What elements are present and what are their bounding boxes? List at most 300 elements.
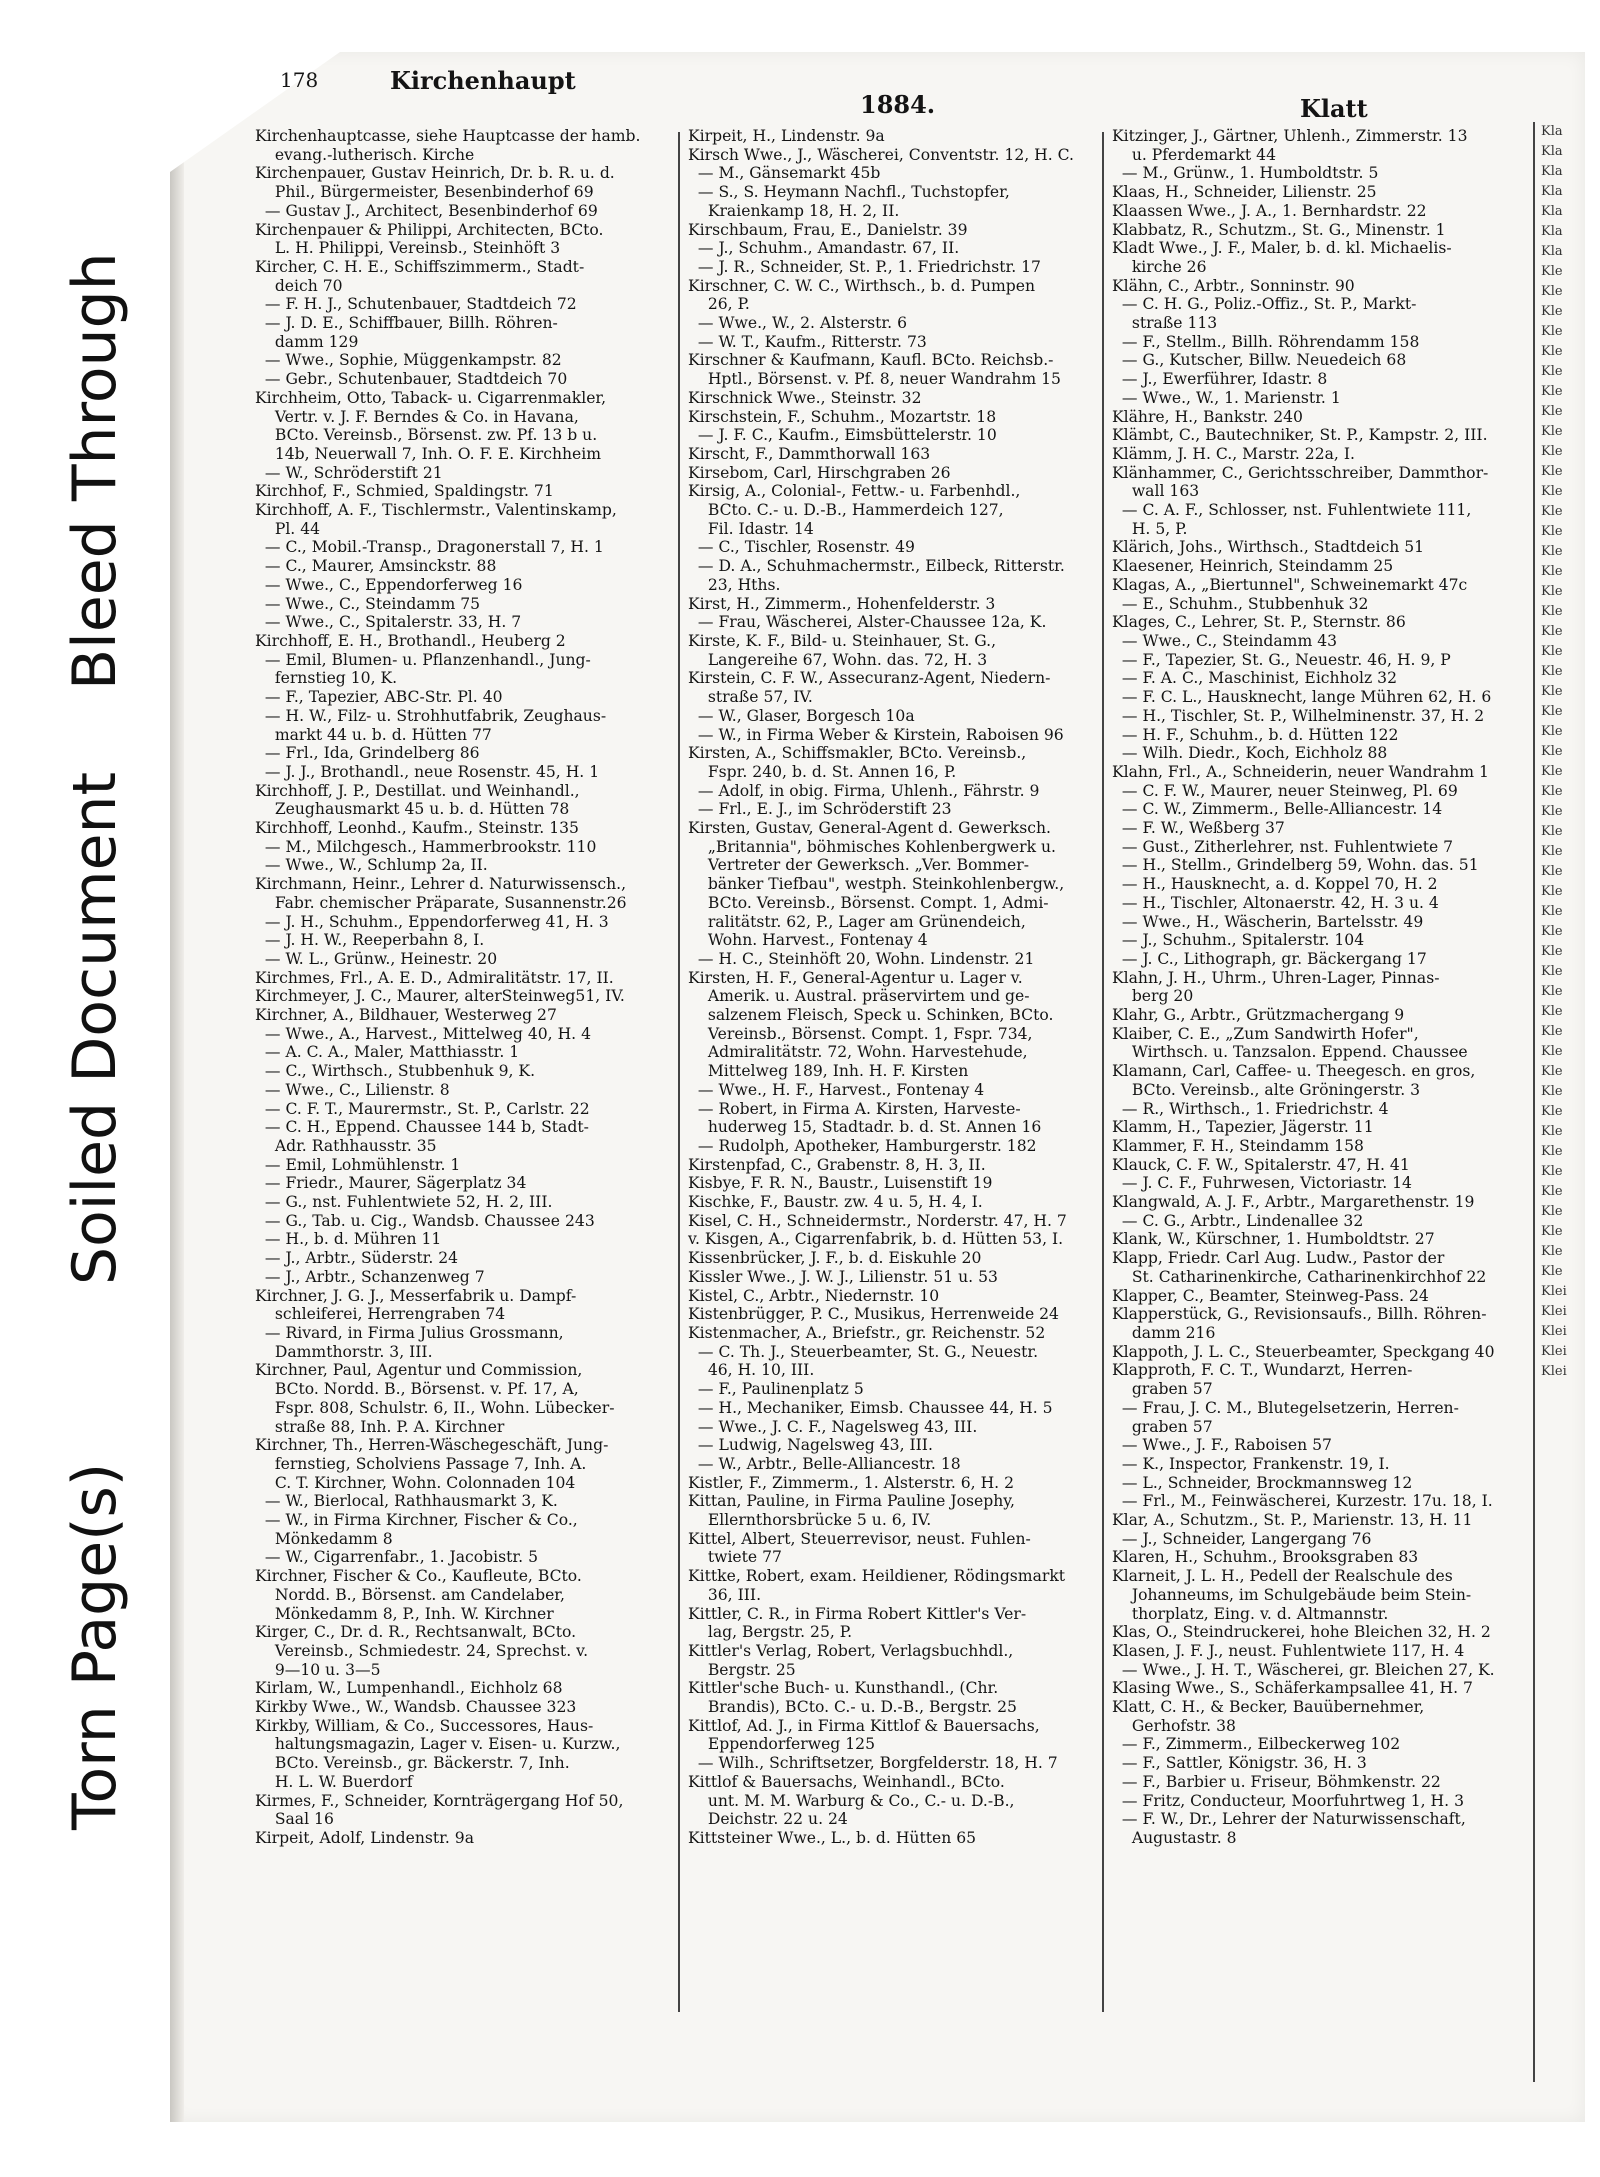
directory-entry-line: — M., Grünw., 1. Humboldtstr. 5 [1112, 164, 1379, 183]
directory-entry-line: Kirsten, A., Schiffsmakler, BCto. Vereinsb., [688, 744, 1027, 763]
directory-entry-line: Klar, A., Schutzm., St. P., Marienstr. 13, H. 11 [1112, 1511, 1473, 1530]
directory-entry-line: — J. C., Lithograph, gr. Bäckergang 17 [1112, 949, 1427, 968]
edge-fragment: Kle [1541, 464, 1563, 479]
directory-entry-line: — C. F. W., Maurer, neuer Steinweg, Pl. 69 [1112, 781, 1458, 800]
directory-entry-line: Klamann, Carl, Caffee- u. Theegesch. en gros, [1112, 1062, 1476, 1081]
directory-entry-line: Kirchhoff, A. F., Tischlermstr., Valentinskamp, [255, 501, 617, 520]
directory-entry-line: — Gust., Zitherlehrer, nst. Fuhlentwiete 7 [1112, 837, 1454, 856]
directory-entry-line: Klapp, Friedr. Carl Aug. Ludw., Pastor der [1112, 1249, 1445, 1268]
directory-entry-line: Vertr. v. J. F. Berndes & Co. in Havana, [255, 407, 579, 426]
directory-entry-line: Brandis), BCto. C.- u. D.-B., Bergstr. 25 [688, 1698, 1017, 1717]
edge-fragment: Klei [1541, 1284, 1567, 1299]
directory-entry-line: — W., Glaser, Borgesch 10a [688, 706, 915, 725]
directory-entry-line: 36, III. [688, 1585, 762, 1604]
directory-entry-line: Klaassen Wwe., J. A., 1. Bernhardstr. 22 [1112, 201, 1427, 220]
edge-fragment: Kle [1541, 664, 1563, 679]
directory-entry-line: Kisbye, F. R. N., Baustr., Luisenstift 19 [688, 1174, 993, 1193]
directory-entry-line: Kistler, F., Zimmerm., 1. Alsterstr. 6, H. 2 [688, 1473, 1014, 1492]
directory-entry-line: ralitätstr. 62, P., Lager am Grünendeich, [688, 912, 1026, 931]
next-page-edge [1533, 122, 1585, 2082]
directory-entry-line: — F. W., Weßberg 37 [1112, 819, 1285, 838]
edge-fragment: Kle [1541, 884, 1563, 899]
edge-fragment: Kle [1541, 324, 1563, 339]
edge-fragment: Kle [1541, 284, 1563, 299]
directory-entry-line: — Rudolph, Apotheker, Hamburgerstr. 182 [688, 1136, 1037, 1155]
directory-entry-line: — H., Tischler, Altonaerstr. 42, H. 3 u. 4 [1112, 893, 1439, 912]
edge-fragment: Kle [1541, 1224, 1563, 1239]
directory-entry-line: BCto. Vereinsb., alte Gröningerstr. 3 [1112, 1080, 1421, 1099]
directory-entry-line: lag, Bergstr. 25, P. [688, 1623, 853, 1642]
directory-entry-line: — F., Zimmerm., Eilbeckerweg 102 [1112, 1735, 1401, 1754]
directory-entry-line: — S., S. Heymann Nachfl., Tuchstopfer, [688, 183, 1010, 202]
directory-entry-line: Dammthorstr. 3, III. [255, 1342, 433, 1361]
directory-entry-line: Kirchner, Fischer & Co., Kaufleute, BCto. [255, 1567, 582, 1586]
directory-entry-line: — Wilh., Schriftsetzer, Borgfelderstr. 18, H. 7 [688, 1754, 1058, 1773]
directory-entry-line: 26, P. [688, 295, 750, 314]
directory-entry-line: Kraienkamp 18, H. 2, II. [688, 201, 900, 220]
directory-entry-line: fernstieg, Scholviens Passage 7, Inh. A. [255, 1454, 587, 1473]
directory-entry-line: — Wwe., H., Wäscherin, Bartelsstr. 49 [1112, 912, 1424, 931]
edge-fragment: Kle [1541, 844, 1563, 859]
edge-fragment: Kle [1541, 444, 1563, 459]
edge-fragment: Kle [1541, 364, 1563, 379]
directory-entry-line: Kistenmacher, A., Briefstr., gr. Reichenstr. 52 [688, 1324, 1046, 1342]
edge-fragment: Kle [1541, 304, 1563, 319]
edge-fragment: Kle [1541, 984, 1563, 999]
directory-entry-line: — F. A. C., Maschinist, Eichholz 32 [1112, 669, 1398, 688]
edge-fragment: Kla [1541, 124, 1563, 139]
directory-entry-line: — Wwe., J. H. T., Wäscherei, gr. Bleichen 27, K. [1112, 1660, 1495, 1679]
directory-entry-line: Mittelweg 189, Inh. H. F. Kirsten [688, 1062, 969, 1081]
directory-entry-line: Kistenbrügger, P. C., Musikus, Herrenweide 24 [688, 1305, 1059, 1324]
edge-fragment: Kle [1541, 1064, 1563, 1079]
directory-entry-line: — C. H., Eppend. Chaussee 144 b, Stadt- [255, 1118, 589, 1137]
edge-fragment: Kle [1541, 584, 1563, 599]
directory-entry-line: Kirchenhauptcasse, siehe Hauptcasse der hamb. [255, 127, 641, 145]
directory-entry-line: — C., Wirthsch., Stubbenhuk 9, K. [255, 1062, 536, 1081]
directory-entry-line: L. H. Philippi, Vereinsb., Steinhöft 3 [255, 239, 561, 258]
directory-entry-line: — W., in Firma Weber & Kirstein, Raboisen 96 [688, 725, 1064, 744]
directory-entry-line: kirche 26 [1112, 257, 1207, 276]
directory-entry-line: Kirlam, W., Lumpenhandl., Eichholz 68 [255, 1679, 563, 1698]
directory-entry-line: Kirchner, J. G. J., Messerfabrik u. Dampf- [255, 1286, 577, 1305]
edge-fragment: Klei [1541, 1344, 1567, 1359]
edge-fragment: Kla [1541, 164, 1563, 179]
directory-entry-line: unt. M. M. Warburg & Co., C.- u. D.-B., [688, 1791, 1015, 1810]
edge-fragment: Kle [1541, 624, 1563, 639]
directory-entry-line: C. T. Kirchner, Wohn. Colonnaden 104 [255, 1473, 576, 1492]
directory-entry-line: Kirsig, A., Colonial-, Fettw.- u. Farbenhdl., [688, 482, 1021, 501]
directory-entry-line: — Wwe., C., Steindamm 75 [255, 594, 481, 613]
directory-entry-line: Kittler'sche Buch- u. Kunsthandl., (Chr. [688, 1679, 999, 1698]
edge-fragment: Kle [1541, 524, 1563, 539]
directory-entry-line: Johanneums, im Schulgebäude beim Stein- [1112, 1585, 1472, 1604]
directory-entry-line: Kissenbrücker, J. F., b. d. Eiskuhle 20 [688, 1249, 982, 1268]
directory-entry-line: Kirkby Wwe., W., Wandsb. Chaussee 323 [255, 1698, 577, 1717]
year-heading: 1884. [860, 90, 936, 119]
column-rule-2 [1102, 132, 1104, 2012]
edge-fragment: Kle [1541, 724, 1563, 739]
directory-entry-line: 9—10 u. 3—5 [255, 1660, 381, 1679]
directory-entry-line: — C., Tischler, Rosenstr. 49 [688, 538, 915, 557]
directory-entry-line: Kirschner & Kaufmann, Kaufl. BCto. Reichsb.- [688, 351, 1054, 370]
edge-fragment: Kla [1541, 184, 1563, 199]
directory-entry-line: schleiferei, Herrengraben 74 [255, 1305, 506, 1324]
directory-entry-line: Langereihe 67, Wohn. das. 72, H. 3 [688, 650, 988, 669]
directory-entry-line: haltungsmagazin, Lager v. Eisen- u. Kurzw., [255, 1735, 621, 1754]
directory-entry-line: — W., Schröderstift 21 [255, 463, 443, 482]
directory-entry-line: Kirchenpauer & Philippi, Architecten, BCto. [255, 220, 604, 239]
edge-fragment: Kle [1541, 924, 1563, 939]
directory-entry-line: Kirkby, William, & Co., Successores, Haus- [255, 1716, 594, 1735]
directory-entry-line: Klapproth, F. C. T., Wundarzt, Herren- [1112, 1361, 1413, 1380]
edge-fragment: Kle [1541, 744, 1563, 759]
directory-entry-line: 23, Hths. [688, 575, 781, 594]
directory-entry-line: Gerhofstr. 38 [1112, 1716, 1236, 1735]
directory-entry-line: — G., nst. Fuhlentwiete 52, H. 2, III. [255, 1193, 553, 1212]
directory-entry-line: — F., Barbier u. Friseur, Böhmkenstr. 22 [1112, 1772, 1441, 1791]
directory-entry-line: H. L. W. Buerdorf [255, 1772, 413, 1791]
directory-entry-line: — H., Stellm., Grindelberg 59, Wohn. das. 51 [1112, 856, 1479, 875]
directory-entry-line: Mönkedamm 8, P., Inh. W. Kirchner [255, 1604, 554, 1623]
directory-entry-line: — Wwe., C., Eppendorferweg 16 [255, 575, 523, 594]
directory-entry-line: markt 44 u. b. d. Hütten 77 [255, 725, 492, 744]
directory-entry-line: Fil. Idastr. 14 [688, 519, 814, 538]
directory-entry-line: Klages, C., Lehrer, St. P., Sternstr. 86 [1112, 613, 1406, 632]
directory-entry-line: — J. D. E., Schiffbauer, Billh. Röhren- [255, 314, 558, 333]
edge-fragment: Kle [1541, 264, 1563, 279]
edge-fragment: Kle [1541, 1264, 1563, 1279]
directory-entry-line: Kisel, C. H., Schneidermstr., Norderstr. 47, H. 7 [688, 1211, 1067, 1230]
directory-entry-line: deich 70 [255, 276, 343, 295]
edge-fragment: Kle [1541, 764, 1563, 779]
directory-entry-line: Mönkedamm 8 [255, 1529, 393, 1548]
directory-entry-line: Kirchenpauer, Gustav Heinrich, Dr. b. R. u. d. [255, 164, 615, 183]
directory-entry-line: Kladt Wwe., J. F., Maler, b. d. kl. Michaelis- [1112, 239, 1452, 258]
directory-entry-line: — Wwe., C., Spitalerstr. 33, H. 7 [255, 613, 522, 632]
directory-entry-line: graben 57 [1112, 1417, 1213, 1436]
directory-entry-line: Kitzinger, J., Gärtner, Uhlenh., Zimmerstr. 13 [1112, 127, 1468, 145]
edge-fragment: Kle [1541, 544, 1563, 559]
directory-entry-line: — Wwe., A., Harvest., Mittelweg 40, H. 4 [255, 1024, 592, 1043]
directory-entry-line: Pl. 44 [255, 519, 321, 538]
edge-fragment: Kla [1541, 204, 1563, 219]
directory-entry-line: — W. L., Grünw., Heinestr. 20 [255, 949, 498, 968]
directory-entry-line: — C. Th. J., Steuerbeamter, St. G., Neuestr. [688, 1342, 1039, 1361]
directory-column-2 [688, 127, 1098, 1848]
directory-entry-line: Kirschner, C. W. C., Wirthsch., b. d. Pumpen [688, 276, 1036, 295]
edge-fragment: Kla [1541, 144, 1563, 159]
directory-entry-line: Kirst, H., Zimmerm., Hohenfelderstr. 3 [688, 594, 996, 613]
directory-entry-line: Kirchmeyer, J. C., Maurer, alterSteinweg51, IV. [255, 987, 625, 1006]
directory-entry-line: Kittlof & Bauersachs, Weinhandl., BCto. [688, 1772, 1005, 1791]
edge-fragment: Kle [1541, 1184, 1563, 1199]
directory-entry-line: — C. F. T., Maurermstr., St. P., Carlstr. 22 [255, 1099, 590, 1118]
directory-entry-line: — J., Arbtr., Süderstr. 24 [255, 1249, 459, 1268]
edge-fragment: Kle [1541, 564, 1563, 579]
edge-fragment: Kle [1541, 944, 1563, 959]
directory-entry-line: Kirsebom, Carl, Hirschgraben 26 [688, 463, 951, 482]
torn-pages-label: Torn Page(s) [60, 1462, 130, 1830]
bleed-through-label: Bleed Through [60, 252, 130, 690]
edge-fragment: Kle [1541, 1244, 1563, 1259]
directory-entry-line: Klamm, H., Tapezier, Jägerstr. 11 [1112, 1118, 1374, 1137]
directory-entry-line: — C. G., Arbtr., Lindenallee 32 [1112, 1211, 1364, 1230]
edge-fragment: Kle [1541, 504, 1563, 519]
right-running-head: Klatt [1300, 94, 1368, 123]
directory-entry-line: — M., Gänsemarkt 45b [688, 164, 881, 183]
directory-entry-line: — Frl., Ida, Grindelberg 86 [255, 744, 480, 763]
edge-fragment: Kle [1541, 1164, 1563, 1179]
directory-entry-line: Klappoth, J. L. C., Steuerbeamter, Speckgang 40 [1112, 1342, 1495, 1361]
directory-entry-line: Klämm, J. H. C., Marstr. 22a, I. [1112, 444, 1355, 463]
edge-fragment: Kle [1541, 804, 1563, 819]
directory-entry-line: — J., Schuhm., Amandastr. 67, II. [688, 239, 960, 258]
directory-entry-line: — M., Milchgesch., Hammerbrookstr. 110 [255, 837, 597, 856]
directory-entry-line: Kittke, Robert, exam. Heildiener, Rödingsmarkt [688, 1567, 1066, 1586]
directory-entry-line: — Wwe., J. C. F., Nagelsweg 43, III. [688, 1417, 978, 1436]
edge-fragment: Kle [1541, 904, 1563, 919]
edge-fragment: Kle [1541, 1204, 1563, 1219]
directory-entry-line: — Gebr., Schutenbauer, Stadtdeich 70 [255, 370, 568, 389]
directory-entry-line: — J. J., Brothandl., neue Rosenstr. 45, H. 1 [255, 762, 600, 781]
directory-entry-line: Klaren, H., Schuhm., Brooksgraben 83 [1112, 1548, 1419, 1567]
directory-entry-line: — J., Arbtr., Schanzenweg 7 [255, 1267, 485, 1286]
directory-column-3 [1112, 127, 1532, 1848]
directory-entry-line: Klarneit, J. L. H., Pedell der Realschule des [1112, 1567, 1453, 1586]
page-binding-shadow [170, 52, 184, 2122]
directory-entry-line: Kirmes, F., Schneider, Kornträgergang Hof 50, [255, 1791, 624, 1810]
directory-entry-line: — W., Arbtr., Belle-Alliancestr. 18 [688, 1454, 961, 1473]
directory-entry-line: — Wwe., J. F., Raboisen 57 [1112, 1436, 1332, 1455]
directory-entry-line: — J. F. C., Kaufm., Eimsbüttelerstr. 10 [688, 426, 997, 445]
directory-entry-line: Klaesener, Heinrich, Steindamm 25 [1112, 557, 1394, 576]
directory-entry-line: — Emil, Lohmühlenstr. 1 [255, 1155, 461, 1174]
directory-entry-line: — J., Schuhm., Spitalerstr. 104 [1112, 931, 1365, 950]
soiled-document-label: Soiled Document [60, 771, 130, 1285]
directory-entry-line: salzenem Fleisch, Speck u. Schinken, BCto. [688, 1006, 1054, 1025]
directory-entry-line: — J., Schneider, Langergang 76 [1112, 1529, 1372, 1548]
directory-entry-line: Klasing Wwe., S., Schäferkampsallee 41, H. 7 [1112, 1679, 1473, 1698]
directory-entry-line: Kirschnick Wwe., Steinstr. 32 [688, 388, 922, 407]
directory-entry-line: — C. H. G., Poliz.-Offiz., St. P., Markt- [1112, 295, 1417, 314]
directory-entry-line: — C., Mobil.-Transp., Dragonerstall 7, H. 1 [255, 538, 604, 557]
directory-entry-line: straße 113 [1112, 314, 1218, 333]
directory-entry-line: — Wilh. Diedr., Koch, Eichholz 88 [1112, 744, 1388, 763]
directory-entry-line: v. Kisgen, A., Cigarrenfabrik, b. d. Hütten 53, I. [688, 1230, 1064, 1249]
directory-entry-line: Kirsch Wwe., J., Wäscherei, Conventstr. 12, H. C. [688, 145, 1075, 164]
directory-entry-line: — Frau, J. C. M., Blutegelsetzerin, Herren- [1112, 1398, 1459, 1417]
directory-entry-line: Kittel, Albert, Steuerrevisor, neust. Fuhlen- [688, 1529, 1031, 1548]
directory-entry-line: — A. C. A., Maler, Matthiasstr. 1 [255, 1043, 520, 1062]
directory-entry-line: — J. C. F., Fuhrwesen, Victoriastr. 14 [1112, 1174, 1412, 1193]
directory-entry-line: — F. C. L., Hausknecht, lange Mühren 62, H. 6 [1112, 688, 1492, 707]
edge-fragment: Kle [1541, 384, 1563, 399]
edge-fragment: Kle [1541, 1144, 1563, 1159]
directory-entry-line: thorplatz, Eing. v. d. Altmannstr. [1112, 1604, 1389, 1623]
directory-entry-line: — H., Mechaniker, Eimsb. Chaussee 44, H. 5 [688, 1398, 1053, 1417]
directory-entry-line: Zeughausmarkt 45 u. b. d. Hütten 78 [255, 800, 570, 819]
directory-entry-line: — F., Sattler, Königstr. 36, H. 3 [1112, 1754, 1367, 1773]
directory-entry-line: — Frau, Wäscherei, Alster-Chaussee 12a, K. [688, 613, 1047, 632]
directory-entry-line: — C., Maurer, Amsinckstr. 88 [255, 557, 497, 576]
directory-entry-line: Fspr. 240, b. d. St. Annen 16, P. [688, 762, 957, 781]
directory-entry-line: Klahr, G., Arbtr., Grützmachergang 9 [1112, 1006, 1405, 1025]
directory-entry-line: Bergstr. 25 [688, 1660, 796, 1679]
directory-entry-line: — F., Tapezier, St. G., Neuestr. 46, H. 9, P [1112, 650, 1451, 669]
page-number: 178 [280, 68, 319, 92]
directory-entry-line: Kirchheim, Otto, Taback- u. Cigarrenmakler, [255, 388, 607, 407]
directory-entry-line: Kischke, F., Baustr. zw. 4 u. 5, H. 4, I. [688, 1193, 983, 1212]
edge-fragment: Kla [1541, 244, 1563, 259]
directory-entry-line: BCto. Nordd. B., Börsenst. v. Pf. 17, A, [255, 1380, 579, 1399]
directory-entry-line: — K., Inspector, Frankenstr. 19, I. [1112, 1454, 1390, 1473]
directory-entry-line: — Frl., E. J., im Schröderstift 23 [688, 800, 952, 819]
directory-entry-line: Kissler Wwe., J. W. J., Lilienstr. 51 u. 53 [688, 1267, 998, 1286]
directory-entry-line: — H. C., Steinhöft 20, Wohn. Lindenstr. 21 [688, 949, 1035, 968]
edge-fragment: Kle [1541, 404, 1563, 419]
directory-entry-line: Klauck, C. F. W., Spitalerstr. 47, H. 41 [1112, 1155, 1410, 1174]
directory-entry-line: — J. R., Schneider, St. P., 1. Friedrichstr. 17 [688, 257, 1041, 276]
page-header [170, 60, 1585, 123]
directory-entry-line: Wohn. Harvest., Fontenay 4 [688, 931, 928, 950]
directory-entry-line: Klammer, F. H., Steindamm 158 [1112, 1136, 1364, 1155]
directory-entry-line: berg 20 [1112, 987, 1194, 1006]
directory-entry-line: Klähn, C., Arbtr., Sonninstr. 90 [1112, 276, 1355, 295]
directory-entry-line: Kittsteiner Wwe., L., b. d. Hütten 65 [688, 1828, 977, 1847]
directory-entry-line: — R., Wirthsch., 1. Friedrichstr. 4 [1112, 1099, 1389, 1118]
edge-fragment: Klei [1541, 1364, 1567, 1379]
directory-entry-line: Kirchmann, Heinr., Lehrer d. Naturwissensch., [255, 875, 627, 894]
directory-entry-line: Vereinsb., Börsenst. Compt. 1, Fspr. 734, [688, 1024, 1033, 1043]
directory-entry-line: — D. A., Schuhmachermstr., Eilbeck, Ritterstr. [688, 557, 1065, 576]
directory-entry-line: Kirsten, Gustav, General-Agent d. Gewerksch. [688, 819, 1051, 838]
directory-entry-line: Klaas, H., Schneider, Lilienstr. 25 [1112, 183, 1377, 202]
directory-entry-line: — J., Ewerführer, Idastr. 8 [1112, 370, 1328, 389]
edge-fragment: Kle [1541, 644, 1563, 659]
directory-entry-line: — F. W., Dr., Lehrer der Naturwissenschaft, [1112, 1810, 1466, 1829]
directory-entry-line: — F., Tapezier, ABC-Str. Pl. 40 [255, 688, 503, 707]
directory-entry-line: evang.-lutherisch. Kirche [255, 145, 475, 164]
directory-entry-line: — W., Cigarrenfabr., 1. Jacobistr. 5 [255, 1548, 538, 1567]
directory-entry-line: Kirchhof, F., Schmied, Spaldingstr. 71 [255, 482, 554, 501]
directory-entry-line: BCto. C.- u. D.-B., Hammerdeich 127, [688, 501, 1004, 520]
edge-fragment: Kle [1541, 784, 1563, 799]
directory-entry-line: — Frl., M., Feinwäscherei, Kurzestr. 17u. 18, I. [1112, 1492, 1493, 1511]
directory-entry-line: — L., Schneider, Brockmannsweg 12 [1112, 1473, 1413, 1492]
directory-entry-line: Klärich, Johs., Wirthsch., Stadtdeich 51 [1112, 538, 1425, 557]
directory-entry-line: Klapperstück, G., Revisionsaufs., Billh. Röhren- [1112, 1305, 1487, 1324]
directory-entry-line: Kirsten, H. F., General-Agentur u. Lager v. [688, 968, 1023, 987]
edge-fragment: Kle [1541, 1104, 1563, 1119]
directory-entry-line: Kircher, C. H. E., Schiffszimmerm., Stadt- [255, 257, 585, 276]
edge-fragment: Kle [1541, 1084, 1563, 1099]
directory-entry-line: — H., b. d. Mühren 11 [255, 1230, 442, 1249]
directory-entry-line: Klämbt, C., Bautechniker, St. P., Kampstr. 2, III. [1112, 426, 1488, 445]
directory-entry-line: Klaiber, C. E., „Zum Sandwirth Hofer", [1112, 1024, 1419, 1043]
edge-fragment: Klei [1541, 1304, 1567, 1319]
edge-fragment: Kle [1541, 824, 1563, 839]
directory-entry-line: — Wwe., H. F., Harvest., Fontenay 4 [688, 1080, 985, 1099]
directory-entry-line: 14b, Neuerwall 7, Inh. O. F. E. Kirchheim [255, 444, 602, 463]
edge-fragment: Kle [1541, 684, 1563, 699]
directory-entry-line: BCto. Vereinsb., Börsenst. Compt. 1, Admi- [688, 893, 1049, 912]
directory-entry-line: — F., Paulinenplatz 5 [688, 1380, 864, 1399]
directory-entry-line: Kirschbaum, Frau, E., Danielstr. 39 [688, 220, 968, 239]
directory-entry-line: — C. W., Zimmerm., Belle-Alliancestr. 14 [1112, 800, 1443, 819]
directory-entry-line: Nordd. B., Börsenst. am Candelaber, [255, 1585, 565, 1604]
directory-entry-line: — Wwe., W., 2. Alsterstr. 6 [688, 314, 907, 333]
directory-entry-line: — F. H. J., Schutenbauer, Stadtdeich 72 [255, 295, 577, 314]
directory-entry-line: — H., Tischler, St. P., Wilhelminenstr. 37, H. 2 [1112, 706, 1485, 725]
edge-fragment: Kle [1541, 344, 1563, 359]
directory-entry-line: — E., Schuhm., Stubbenhuk 32 [1112, 594, 1369, 613]
directory-entry-line: — Gustav J., Architect, Besenbinderhof 69 [255, 201, 598, 220]
directory-entry-line: — G., Kutscher, Billw. Neuedeich 68 [1112, 351, 1407, 370]
directory-entry-line: Kirstenpfad, C., Grabenstr. 8, H. 3, II. [688, 1155, 986, 1174]
directory-entry-line: Kittler's Verlag, Robert, Verlagsbuchhdl., [688, 1641, 1014, 1660]
directory-entry-line: — J. H., Schuhm., Eppendorferweg 41, H. 3 [255, 912, 609, 931]
directory-entry-line: Kirschstein, F., Schuhm., Mozartstr. 18 [688, 407, 997, 426]
directory-entry-line: Fabr. chemischer Präparate, Susannenstr.26 [255, 893, 627, 912]
directory-entry-line: Kirchhoff, E. H., Brothandl., Heuberg 2 [255, 631, 566, 650]
directory-entry-line: Klahn, Frl., A., Schneiderin, neuer Wandrahm 1 [1112, 762, 1489, 781]
directory-entry-line: — Fritz, Conducteur, Moorfuhrtweg 1, H. 3 [1112, 1791, 1464, 1810]
directory-entry-line: damm 216 [1112, 1324, 1216, 1342]
directory-entry-line: Kirste, K. F., Bild- u. Steinhauer, St. G., [688, 631, 997, 650]
directory-entry-line: Klapper, C., Beamter, Steinweg-Pass. 24 [1112, 1286, 1429, 1305]
directory-entry-line: Augustastr. 8 [1112, 1828, 1237, 1847]
directory-entry-line: — Rivard, in Firma Julius Grossmann, [255, 1324, 564, 1342]
directory-entry-line: — J. H. W., Reeperbahn 8, I. [255, 931, 485, 950]
directory-entry-line: — Wwe., W., 1. Marienstr. 1 [1112, 388, 1341, 407]
directory-entry-line: Klabbatz, R., Schutzm., St. G., Minenstr. 1 [1112, 220, 1446, 239]
directory-entry-line: graben 57 [1112, 1380, 1213, 1399]
directory-entry-line: BCto. Vereinsb., Börsenst. zw. Pf. 13 b u. [255, 426, 598, 445]
left-running-head: Kirchenhaupt [390, 66, 576, 95]
directory-entry-line: damm 129 [255, 332, 359, 351]
directory-entry-line: fernstieg 10, K. [255, 669, 398, 688]
edge-fragment: Kle [1541, 424, 1563, 439]
edge-fragment: Kle [1541, 604, 1563, 619]
directory-entry-line: — H., Hausknecht, a. d. Koppel 70, H. 2 [1112, 875, 1438, 894]
directory-entry-line: Amerik. u. Austral. präservirtem und ge- [688, 987, 1030, 1006]
directory-entry-line: — Emil, Blumen- u. Pflanzenhandl., Jung- [255, 650, 591, 669]
edge-fragment: Kle [1541, 1044, 1563, 1059]
directory-entry-line: Kittan, Pauline, in Firma Pauline Josephy, [688, 1492, 1015, 1511]
directory-entry-line: — Wwe., Sophie, Müggenkampstr. 82 [255, 351, 562, 370]
directory-entry-line: Kirchner, Paul, Agentur und Commission, [255, 1361, 583, 1380]
directory-entry-line: St. Catharinenkirche, Catharinenkirchhof 22 [1112, 1267, 1487, 1286]
directory-entry-line: Kistel, C., Arbtr., Niedernstr. 10 [688, 1286, 940, 1305]
directory-column-1 [255, 127, 685, 1848]
directory-entry-line: Klasen, J. F. J., neust. Fuhlentwiete 117, H. 4 [1112, 1641, 1465, 1660]
directory-entry-line: Eppendorferweg 125 [688, 1735, 876, 1754]
directory-entry-line: H. 5, P. [1112, 519, 1188, 538]
edge-fragment: Kle [1541, 1004, 1563, 1019]
directory-entry-line: — Wwe., C., Steindamm 43 [1112, 631, 1338, 650]
edge-fragment: Kla [1541, 224, 1563, 239]
directory-entry-line: — W. T., Kaufm., Ritterstr. 73 [688, 332, 927, 351]
directory-entry-line: — W., in Firma Kirchner, Fischer & Co., [255, 1511, 578, 1530]
directory-entry-line: Kirchhoff, J. P., Destillat. und Weinhandl., [255, 781, 580, 800]
directory-entry-line: Kittlof, Ad. J., in Firma Kittlof & Bauersachs, [688, 1716, 1040, 1735]
edge-fragment: Kle [1541, 1024, 1563, 1039]
directory-entry-line: Kirpeit, H., Lindenstr. 9a [688, 127, 885, 145]
edge-fragment: Kle [1541, 484, 1563, 499]
directory-entry-line: Ellernthorsbrücke 5 u. 6, IV. [688, 1511, 932, 1530]
directory-entry-line: straße 57, IV. [688, 688, 813, 707]
